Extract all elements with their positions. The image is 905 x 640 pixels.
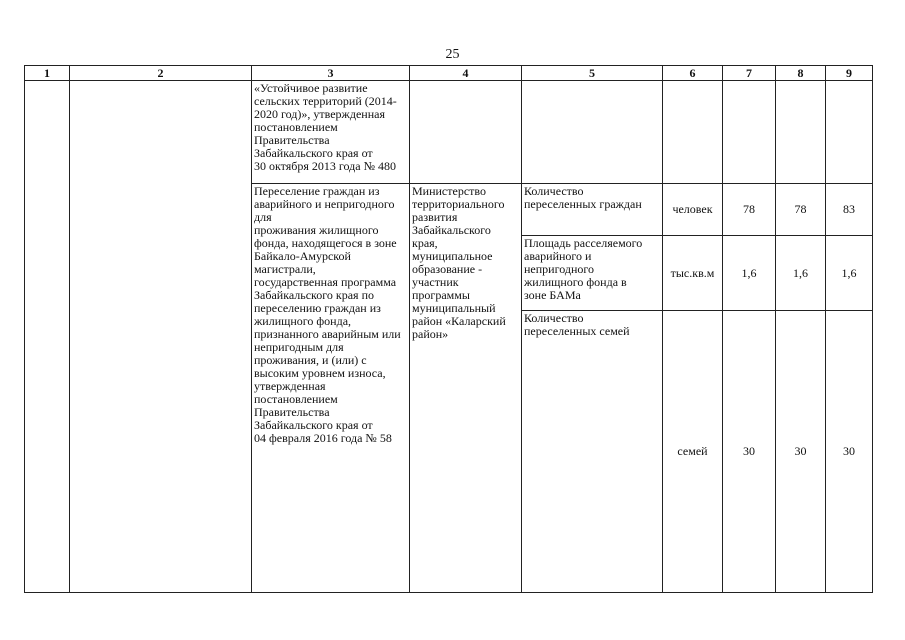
indicator-value-7: 1,6 bbox=[723, 236, 776, 311]
header-col-1: 1 bbox=[25, 66, 70, 81]
indicator-name: Количество переселенных граждан bbox=[524, 184, 642, 211]
indicator-name-cell bbox=[522, 184, 663, 236]
continuation-program-text: «Устойчивое развитие сельских территорий (2014- 2020 год)», утвержденная постановлением Правительства Забайкальского края от 30 октября 2013 года № 480 bbox=[254, 81, 397, 173]
header-col-4: 4 bbox=[410, 66, 522, 81]
continuation-col8 bbox=[776, 81, 826, 184]
indicator-value-8: 78 bbox=[776, 184, 826, 236]
continuation-col9 bbox=[826, 81, 873, 184]
indicator-value-8: 1,6 bbox=[776, 236, 826, 311]
header-col-5: 5 bbox=[522, 66, 663, 81]
continuation-program-cell bbox=[252, 81, 410, 184]
indicator-value-7: 78 bbox=[723, 184, 776, 236]
responsible-cell bbox=[410, 184, 522, 593]
program-name-cell bbox=[252, 184, 410, 593]
header-col-6: 6 bbox=[663, 66, 723, 81]
indicator-value-8: 30 bbox=[776, 311, 826, 593]
indicator-unit: тыс.кв.м bbox=[663, 236, 723, 311]
continuation-col4 bbox=[410, 81, 522, 184]
continuation-col5 bbox=[522, 81, 663, 184]
header-col-8: 8 bbox=[776, 66, 826, 81]
header-col-2: 2 bbox=[70, 66, 252, 81]
continuation-row bbox=[25, 81, 873, 184]
header-row bbox=[25, 66, 873, 81]
header-col-7: 7 bbox=[723, 66, 776, 81]
indicator-name: Площадь расселяемого аварийного и непригодного жилищного фонда в зоне БАМа bbox=[524, 236, 643, 302]
indicator-name: Количество переселенных семей bbox=[524, 311, 630, 338]
indicators-table bbox=[24, 65, 873, 593]
indicator-unit: человек bbox=[663, 184, 723, 236]
continuation-col6 bbox=[663, 81, 723, 184]
responsible-text: Министерство территориального развития Забайкальского края, муниципальное образование - участник программы муниципальный район «Каларский район» bbox=[412, 184, 506, 341]
header-col-9: 9 bbox=[826, 66, 873, 81]
program-name-text: Переселение граждан из аварийного и непригодного для проживания жилищного фонда, находящегося в зоне Байкало-Амурской магистрали, государственная программа Забайкальского края по переселению граждан из жилищного фонда, признанного аварийным или непригодным для проживания, и (или) с высоким уровнем износа, утвержденная постановлением Правительства Забайкальского края от 04 февраля 2016 года № 58 bbox=[254, 184, 401, 445]
indicator-name-cell bbox=[522, 236, 663, 311]
col2-cell bbox=[70, 81, 252, 593]
page-number: 25 bbox=[445, 47, 460, 62]
indicator-unit: семей bbox=[663, 311, 723, 593]
header-col-3: 3 bbox=[252, 66, 410, 81]
indicator-value-9: 83 bbox=[826, 184, 873, 236]
indicator-value-7: 30 bbox=[723, 311, 776, 593]
continuation-col7 bbox=[723, 81, 776, 184]
indicator-value-9: 30 bbox=[826, 311, 873, 593]
col1-cell bbox=[25, 81, 70, 593]
indicator-value-9: 1,6 bbox=[826, 236, 873, 311]
indicator-name-cell bbox=[522, 311, 663, 593]
